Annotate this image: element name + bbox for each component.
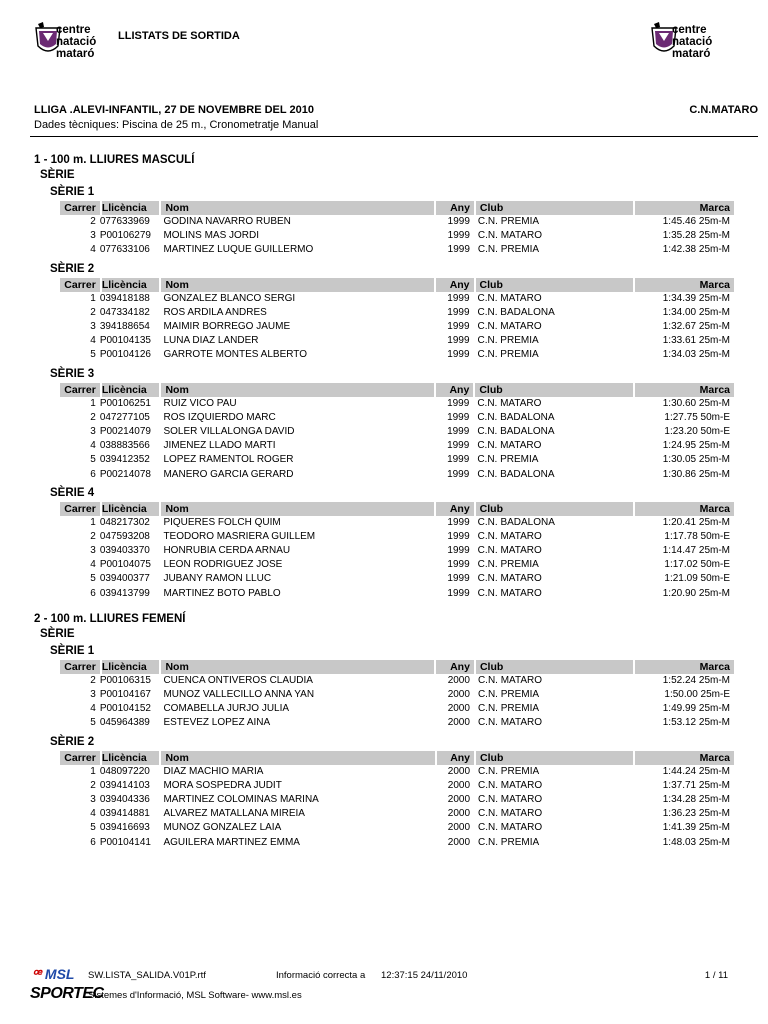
cell-club: C.N. MATARO [477, 397, 542, 409]
cell-any: 2000 [447, 793, 471, 805]
start-lists [34, 152, 734, 852]
footer-info-label: Informació correcta a [276, 970, 366, 981]
cell-nom: LEON RODRIGUEZ JOSE [163, 559, 283, 571]
table-row [60, 243, 734, 257]
table-row [60, 530, 734, 544]
column-header-llicencia: Llicència [100, 660, 160, 674]
cell-marca: 1:52.24 25m-M [662, 674, 730, 686]
cell-carrer: 2 [90, 530, 96, 542]
cell-marca: 1:34.28 25m-M [662, 793, 730, 805]
cell-llicencia: 039418188 [99, 292, 150, 304]
cell-marca: 1:45.46 25m-M [662, 216, 730, 228]
cell-carrer: 5 [90, 349, 96, 361]
cell-llicencia: P00104167 [99, 689, 151, 701]
header-divider [30, 136, 758, 137]
cell-club: C.N. PREMIA [477, 335, 539, 347]
serie-label: SÈRIE [40, 627, 75, 640]
cell-club: C.N. MATARO [477, 321, 542, 333]
column-header-marca: Marca [633, 201, 734, 215]
cell-any: 1999 [447, 397, 470, 409]
cell-llicencia: 047593208 [99, 530, 150, 542]
cell-club: C.N. MATARO [477, 530, 542, 542]
column-header-any: Any [435, 751, 474, 765]
cell-any: 1999 [447, 545, 470, 557]
cell-nom: GODINA NAVARRO RUBEN [163, 216, 291, 228]
cell-any: 2000 [447, 836, 471, 848]
column-header-nom: Nom [159, 660, 434, 674]
sportec-logo: SPORTEC [30, 985, 104, 1002]
cell-club: C.N. MATARO [478, 793, 543, 805]
column-header-club: Club [474, 502, 634, 516]
column-header-llicencia: Llicència [100, 201, 160, 215]
organizer-club: C.N.MATARO [689, 104, 758, 116]
start-list-table [60, 502, 734, 601]
table-row [60, 453, 734, 467]
cell-llicencia: 045964389 [99, 717, 150, 729]
cell-llicencia: 077633969 [99, 216, 150, 228]
cell-llicencia: 039413799 [99, 587, 150, 599]
cell-carrer: 4 [90, 559, 96, 571]
cell-carrer: 2 [90, 779, 96, 791]
cell-nom: GONZALEZ BLANCO SERGI [163, 292, 296, 304]
cell-llicencia: 047334182 [99, 306, 150, 318]
cell-llicencia: P00104152 [99, 703, 151, 715]
cell-marca: 1:17.78 50m-E [664, 530, 730, 542]
cell-club: C.N. MATARO [477, 440, 542, 452]
column-header-any: Any [434, 660, 473, 674]
cell-llicencia: 039404336 [99, 793, 150, 805]
cell-nom: JIMENEZ LLADO MARTI [163, 440, 276, 452]
table-row [60, 397, 734, 411]
cell-marca: 1:35.28 25m-M [662, 230, 730, 242]
technical-data: Dades tècniques: Piscina de 25 m., Cronometratje Manual [34, 119, 319, 131]
cell-marca: 1:30.60 25m-M [662, 397, 730, 409]
table-row [60, 587, 734, 601]
cell-marca: 1:50.00 25m-E [664, 689, 730, 701]
table-row [60, 467, 734, 481]
cell-marca: 1:23.20 50m-E [664, 425, 730, 437]
cell-club: C.N. BADALONA [477, 425, 555, 437]
cell-carrer: 6 [90, 836, 96, 848]
start-list-table [60, 278, 734, 363]
table-row [60, 439, 734, 453]
cell-llicencia: 394188654 [99, 321, 150, 333]
cell-any: 2000 [447, 703, 470, 715]
column-header-club: Club [474, 201, 633, 215]
cell-marca: 1:27.75 50m-E [664, 411, 730, 423]
column-header-nom: Nom [159, 383, 433, 397]
cell-any: 2000 [447, 717, 470, 729]
cell-carrer: 6 [90, 587, 96, 599]
cell-club: C.N. PREMIA [478, 836, 540, 848]
cell-nom: MARTINEZ LUQUE GUILLERMO [163, 244, 314, 256]
cell-llicencia: P00214079 [99, 425, 151, 437]
cell-carrer: 1 [90, 516, 96, 528]
column-header-any: Any [434, 383, 473, 397]
cell-nom: RUIZ VICO PAU [163, 397, 237, 409]
column-header-carrer: Carrer [60, 660, 100, 674]
serie-heading: SÈRIE 4 [50, 486, 95, 499]
cell-llicencia: 047277105 [99, 411, 150, 423]
cell-nom: COMABELLA JURJO JULIA [163, 703, 290, 715]
column-header-marca: Marca [633, 383, 734, 397]
msl-logo: ꟹ MSL [32, 966, 75, 982]
cell-carrer: 2 [90, 216, 96, 228]
cell-club: C.N. PREMIA [477, 216, 540, 228]
cell-any: 1999 [447, 411, 470, 423]
cell-nom: SOLER VILLALONGA DAVID [163, 425, 295, 437]
cell-nom: MAIMIR BORREGO JAUME [163, 321, 291, 333]
cell-marca: 1:21.09 50m-E [664, 573, 730, 585]
cell-carrer: 1 [90, 765, 96, 777]
table-header-row [60, 383, 734, 397]
cell-llicencia: P00106251 [99, 397, 151, 409]
cell-any: 1999 [447, 530, 470, 542]
table-row [60, 807, 734, 821]
cell-nom: LUNA DIAZ LANDER [163, 335, 259, 347]
table-row [60, 229, 734, 243]
cell-nom: ROS ARDILA ANDRES [163, 306, 267, 318]
cell-carrer: 3 [90, 545, 96, 557]
column-header-nom: Nom [159, 502, 434, 516]
cell-club: C.N. BADALONA [477, 468, 555, 480]
table-row [60, 516, 734, 530]
cell-marca: 1:49.99 25m-M [662, 703, 730, 715]
cell-carrer: 1 [90, 292, 96, 304]
cell-nom: CUENCA ONTIVEROS CLAUDIA [163, 674, 313, 686]
table-row [60, 544, 734, 558]
cell-marca: 1:33.61 25m-M [662, 335, 730, 347]
cell-marca: 1:17.02 50m-E [664, 559, 730, 571]
cell-any: 1999 [447, 587, 470, 599]
cell-marca: 1:41.39 25m-M [662, 822, 730, 834]
cell-nom: LOPEZ RAMENTOL ROGER [163, 454, 294, 466]
cell-carrer: 5 [90, 573, 96, 585]
cell-nom: GARROTE MONTES ALBERTO [163, 349, 308, 361]
cell-nom: DIAZ MACHIO MARIA [163, 765, 264, 777]
cell-llicencia: 077633106 [99, 244, 150, 256]
cell-nom: ROS IZQUIERDO MARC [163, 411, 276, 423]
cell-marca: 1:30.05 25m-M [662, 454, 730, 466]
table-row [60, 215, 734, 229]
cell-marca: 1:42.38 25m-M [662, 244, 730, 256]
meet-title: LLIGA .ALEVI-INFANTIL, 27 DE NOVEMBRE DEL 2010 [34, 104, 314, 116]
table-row [60, 765, 734, 779]
cell-marca: 1:20.41 25m-M [662, 516, 730, 528]
cell-club: C.N. PREMIA [477, 454, 539, 466]
cell-any: 2000 [447, 674, 470, 686]
cell-nom: TEODORO MASRIERA GUILLEM [163, 530, 316, 542]
cell-club: C.N. MATARO [478, 808, 543, 820]
cell-club: C.N. MATARO [477, 587, 542, 599]
column-header-carrer: Carrer [60, 751, 100, 765]
cell-llicencia: 038883566 [99, 440, 150, 452]
column-header-nom: Nom [159, 278, 434, 292]
serie-heading: SÈRIE 1 [50, 644, 95, 657]
cell-any: 1999 [447, 216, 470, 228]
table-row [60, 292, 734, 306]
table-header-row [60, 660, 734, 674]
table-header-row [60, 751, 734, 765]
cell-club: C.N. PREMIA [477, 559, 539, 571]
cell-marca: 1:20.90 25m-M [662, 587, 730, 599]
cell-carrer: 3 [90, 230, 96, 242]
column-header-any: Any [434, 278, 473, 292]
cell-llicencia: 039414103 [99, 779, 150, 791]
msl-mark-icon: ꟹ [32, 966, 42, 982]
serie-heading: SÈRIE 1 [50, 186, 95, 198]
cell-nom: MARTINEZ COLOMINAS MARINA [163, 793, 319, 805]
cell-carrer: 4 [90, 335, 96, 347]
cell-club: C.N. MATARO [478, 822, 543, 834]
cell-any: 1999 [447, 454, 470, 466]
cell-carrer: 4 [90, 703, 96, 715]
cell-llicencia: 048097220 [99, 765, 150, 777]
cell-club: C.N. PREMIA [477, 349, 539, 361]
cell-carrer: 2 [90, 411, 96, 423]
column-header-club: Club [473, 383, 633, 397]
cell-club: C.N. PREMIA [478, 765, 540, 777]
cell-marca: 1:34.03 25m-M [662, 349, 730, 361]
table-row [60, 674, 734, 688]
cell-marca: 1:24.95 25m-M [662, 440, 730, 452]
cell-any: 1999 [447, 559, 470, 571]
cell-marca: 1:34.39 25m-M [662, 292, 730, 304]
cell-llicencia: 039414881 [99, 808, 150, 820]
cell-club: C.N. MATARO [477, 292, 542, 304]
table-row [60, 558, 734, 572]
column-header-carrer: Carrer [60, 201, 100, 215]
footer-file: SW.LISTA_SALIDA.V01P.rtf [88, 970, 206, 981]
column-header-club: Club [474, 278, 634, 292]
table-row [60, 425, 734, 439]
serie-label: SÈRIE [40, 169, 75, 181]
column-header-nom: Nom [159, 751, 434, 765]
cell-club: C.N. MATARO [477, 230, 542, 242]
cell-any: 1999 [447, 321, 470, 333]
cell-carrer: 2 [90, 674, 96, 686]
column-header-llicencia: Llicència [100, 751, 160, 765]
table-row [60, 688, 734, 702]
column-header-llicencia: Llicència [100, 502, 160, 516]
cell-carrer: 5 [90, 454, 96, 466]
column-header-llicencia: Llicència [100, 383, 160, 397]
cell-club: C.N. BADALONA [477, 411, 555, 423]
table-row [60, 779, 734, 793]
cell-carrer: 4 [90, 440, 96, 452]
cell-marca: 1:30.86 25m-M [662, 468, 730, 480]
cell-marca: 1:14.47 25m-M [662, 545, 730, 557]
column-header-carrer: Carrer [60, 502, 100, 516]
cell-any: 1999 [447, 244, 470, 256]
cell-llicencia: P00104075 [99, 559, 151, 571]
cell-nom: JUBANY RAMON LLUC [163, 573, 272, 585]
column-header-nom: Nom [159, 201, 434, 215]
cell-marca: 1:34.00 25m-M [662, 306, 730, 318]
cell-nom: MARTINEZ BOTO PABLO [163, 587, 281, 599]
table-row [60, 334, 734, 348]
column-header-any: Any [434, 502, 473, 516]
table-row [60, 320, 734, 334]
column-header-club: Club [474, 660, 633, 674]
cell-llicencia: 048217302 [99, 516, 150, 528]
cell-any: 1999 [447, 292, 470, 304]
cell-carrer: 1 [90, 397, 96, 409]
column-header-marca: Marca [633, 502, 734, 516]
cell-llicencia: 039400377 [99, 573, 150, 585]
cell-club: C.N. MATARO [478, 779, 543, 791]
cell-marca: 1:53.12 25m-M [662, 717, 730, 729]
cell-nom: HONRUBIA CERDA ARNAU [163, 545, 291, 557]
start-list-table [60, 201, 734, 258]
cell-carrer: 4 [90, 808, 96, 820]
cell-club: C.N. MATARO [477, 545, 542, 557]
footer-info-time: 12:37:15 24/11/2010 [381, 970, 468, 981]
table-row [60, 821, 734, 835]
cell-carrer: 5 [90, 822, 96, 834]
footer-software: Sistemes d'Informació, MSL Software- www.msl.es [88, 990, 302, 1001]
cell-any: 2000 [447, 689, 470, 701]
cell-nom: ESTEVEZ LOPEZ AINA [163, 717, 271, 729]
cell-any: 1999 [447, 516, 470, 528]
cell-marca: 1:48.03 25m-M [662, 836, 730, 848]
cell-any: 1999 [447, 425, 470, 437]
cell-nom: MOLINS MAS JORDI [163, 230, 260, 242]
table-row [60, 716, 734, 730]
cell-marca: 1:44.24 25m-M [662, 765, 730, 777]
start-list-table [60, 383, 734, 482]
cell-any: 1999 [447, 306, 470, 318]
cell-club: C.N. PREMIA [477, 244, 540, 256]
table-header-row [60, 201, 734, 215]
event-title: 1 - 100 m. LLIURES MASCULÍ [34, 154, 195, 166]
cell-any: 1999 [447, 335, 470, 347]
cell-nom: MUNOZ VALLECILLO ANNA YAN [163, 689, 315, 701]
column-header-llicencia: Llicència [100, 278, 160, 292]
column-header-carrer: Carrer [60, 383, 100, 397]
serie-heading: SÈRIE 2 [50, 735, 95, 748]
cell-carrer: 6 [90, 468, 96, 480]
cell-any: 1999 [447, 349, 470, 361]
table-row [60, 411, 734, 425]
table-row [60, 702, 734, 716]
start-list-table [60, 751, 734, 850]
table-row [60, 572, 734, 586]
cell-carrer: 5 [90, 717, 96, 729]
cell-any: 2000 [447, 779, 471, 791]
column-header-marca: Marca [633, 751, 734, 765]
column-header-carrer: Carrer [60, 278, 100, 292]
cell-carrer: 3 [90, 425, 96, 437]
cell-llicencia: 039403370 [99, 545, 150, 557]
cell-any: 1999 [447, 440, 470, 452]
club-logo-right [650, 22, 730, 64]
cell-marca: 1:36.23 25m-M [662, 808, 730, 820]
table-header-row [60, 502, 734, 516]
cell-any: 1999 [447, 468, 470, 480]
start-list-table [60, 660, 734, 731]
cell-any: 2000 [447, 765, 471, 777]
cell-carrer: 3 [90, 321, 96, 333]
serie-heading: SÈRIE 2 [50, 262, 95, 275]
cell-club: C.N. MATARO [477, 573, 542, 585]
cell-carrer: 2 [90, 306, 96, 318]
serie-heading: SÈRIE 3 [50, 367, 95, 380]
cell-llicencia: P00104135 [99, 335, 151, 347]
cell-llicencia: P00214078 [99, 468, 151, 480]
cell-marca: 1:37.71 25m-M [662, 779, 730, 791]
cell-llicencia: P00106279 [99, 230, 151, 242]
cell-nom: MORA SOSPEDRA JUDIT [163, 779, 282, 791]
column-header-marca: Marca [633, 278, 734, 292]
cell-nom: PIQUERES FOLCH QUIM [163, 516, 281, 528]
cell-club: C.N. BADALONA [477, 516, 555, 528]
cell-any: 1999 [447, 230, 470, 242]
table-header-row [60, 278, 734, 292]
cell-club: C.N. MATARO [477, 674, 543, 686]
cell-nom: AGUILERA MARTINEZ EMMA [163, 836, 300, 848]
table-row [60, 348, 734, 362]
cell-club: C.N. PREMIA [477, 703, 540, 715]
column-header-marca: Marca [633, 660, 734, 674]
cell-llicencia: P00104126 [99, 349, 151, 361]
footer-page: 1 / 11 [704, 970, 728, 981]
cell-nom: ALVAREZ MATALLANA MIREIA [163, 808, 305, 820]
cell-any: 1999 [447, 573, 470, 585]
page-title: LLISTATS DE SORTIDA [118, 30, 240, 42]
cell-llicencia: P00106315 [99, 674, 151, 686]
column-header-club: Club [474, 751, 633, 765]
cell-any: 2000 [447, 822, 471, 834]
cell-nom: MUNOZ GONZALEZ LAIA [163, 822, 282, 834]
cell-carrer: 4 [90, 244, 96, 256]
cell-carrer: 3 [90, 689, 96, 701]
table-row [60, 306, 734, 320]
logo-text: centre natació mataró [56, 24, 97, 60]
cell-any: 2000 [447, 808, 471, 820]
cell-llicencia: 039416693 [99, 822, 150, 834]
cell-club: C.N. PREMIA [477, 689, 540, 701]
cell-llicencia: P00104141 [99, 836, 151, 848]
cell-carrer: 3 [90, 793, 96, 805]
cell-nom: MANERO GARCIA GERARD [163, 468, 294, 480]
cell-club: C.N. BADALONA [477, 306, 555, 318]
column-header-any: Any [434, 201, 473, 215]
table-row [60, 835, 734, 849]
cell-club: C.N. MATARO [477, 717, 543, 729]
club-logo-left [34, 22, 114, 64]
table-row [60, 793, 734, 807]
logo-text: centre natació mataró [672, 24, 713, 60]
cell-llicencia: 039412352 [99, 454, 150, 466]
cell-marca: 1:32.67 25m-M [662, 321, 730, 333]
event-title: 2 - 100 m. LLIURES FEMENÍ [34, 612, 186, 625]
